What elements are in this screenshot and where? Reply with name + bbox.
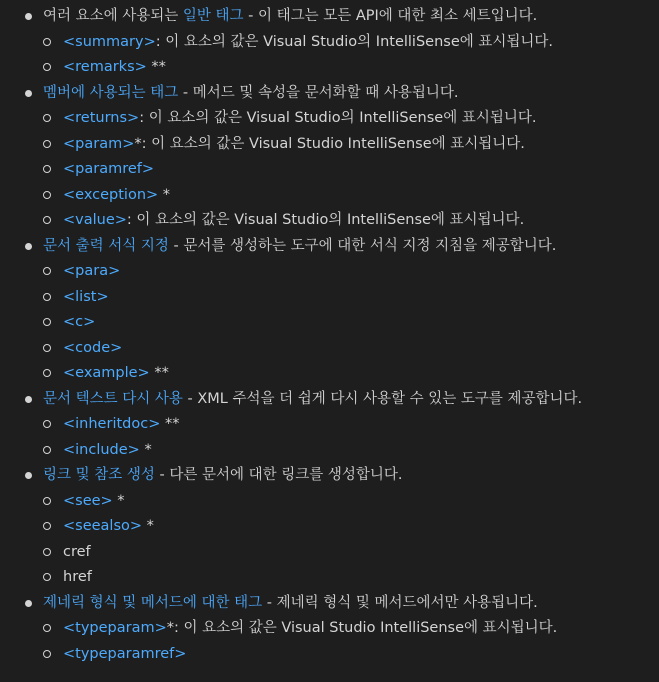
example-tag-link[interactable]: <example> [63, 365, 150, 381]
returns-tag-link[interactable]: <returns> [63, 110, 140, 126]
summary-tag-link[interactable]: <summary> [63, 33, 156, 50]
tag-note: * [112, 492, 125, 509]
tag-list [43, 616, 659, 667]
section-reuse [0, 387, 659, 464]
tag-note: ** [160, 416, 180, 432]
value-tag-link[interactable]: <value> [63, 212, 127, 228]
section-member-tags [0, 81, 659, 234]
cref-text: cref [63, 543, 91, 560]
inheritdoc-tag-link[interactable]: <inheritdoc> [63, 416, 161, 432]
section-links [0, 463, 659, 591]
seealso-tag-link[interactable]: <seealso> [63, 518, 143, 534]
tag-note: *: 이 요소의 값은 Visual Studio IntelliSense에 표시됩니다. [134, 135, 525, 152]
section-generics [0, 591, 659, 668]
section-general-tags [0, 4, 659, 81]
section-description: - 다른 문서에 대한 링크를 생성합니다. [154, 467, 403, 483]
list-item [43, 336, 659, 362]
list-tag-link[interactable]: <list> [63, 288, 109, 305]
tag-note: * [139, 441, 152, 458]
list-item [43, 412, 659, 438]
tag-list [43, 412, 659, 463]
section-description: - 이 태그는 모든 API에 대한 최소 세트입니다. [243, 8, 538, 24]
remarks-tag-link[interactable]: <remarks> [63, 59, 147, 75]
list-item [43, 642, 659, 668]
tag-list [43, 489, 659, 591]
tag-note: : 이 요소의 값은 Visual Studio의 IntelliSense에 표시됩니다. [139, 110, 537, 126]
tag-note: ** [149, 365, 169, 381]
section-description: - XML 주석을 더 쉽게 다시 사용할 수 있는 도구를 제공합니다. [182, 390, 583, 407]
section-prefix: 여러 요소에 사용되는 [43, 8, 183, 24]
tag-list [43, 30, 659, 81]
list-item [43, 183, 659, 209]
list-item [43, 55, 659, 81]
tag-note: : 이 요소의 값은 Visual Studio의 IntelliSense에 표시됩니다. [126, 212, 525, 228]
formatting-link[interactable]: 문서 출력 서식 지정 [43, 237, 169, 254]
include-tag-link[interactable]: <include> [63, 441, 140, 458]
c-tag-link[interactable]: <c> [63, 314, 96, 330]
tag-list [43, 259, 659, 387]
list-item [43, 540, 659, 566]
list-item [43, 30, 659, 56]
list-item [43, 514, 659, 540]
links-link[interactable]: 링크 및 참조 생성 [43, 467, 155, 483]
section-description: - 제네릭 형식 및 메서드에서만 사용됩니다. [262, 594, 538, 611]
href-text: href [63, 569, 92, 585]
tag-note: : 이 요소의 값은 Visual Studio의 IntelliSense에 표시됩니다. [155, 33, 554, 50]
general-tags-link[interactable]: 일반 태그 [182, 8, 244, 24]
list-item [43, 285, 659, 311]
section-list [0, 4, 659, 667]
list-item [43, 259, 659, 285]
xml-doc-tag-list [0, 4, 659, 667]
tag-note: ** [146, 59, 166, 75]
list-item [43, 616, 659, 642]
list-item [43, 310, 659, 336]
section-description: - 문서를 생성하는 도구에 대한 서식 지정 지침을 제공합니다. [168, 237, 557, 254]
code-tag-link[interactable]: <code> [63, 339, 123, 356]
list-item [43, 565, 659, 591]
reuse-link[interactable]: 문서 텍스트 다시 사용 [43, 390, 183, 407]
tag-note: * [158, 186, 171, 203]
generics-link[interactable]: 제네릭 형식 및 메서드에 대한 태그 [43, 594, 263, 611]
param-tag-link[interactable]: <param> [63, 135, 135, 152]
list-item [43, 438, 659, 464]
typeparamref-tag-link[interactable]: <typeparamref> [63, 645, 187, 662]
list-item [43, 361, 659, 387]
tag-note: * [142, 518, 154, 534]
list-item [43, 489, 659, 515]
section-formatting [0, 234, 659, 387]
list-item [43, 132, 659, 158]
tag-note: *: 이 요소의 값은 Visual Studio IntelliSense에 표시됩니다. [166, 620, 558, 636]
para-tag-link[interactable]: <para> [63, 263, 121, 279]
paramref-tag-link[interactable]: <paramref> [63, 161, 155, 177]
list-item [43, 208, 659, 234]
list-item [43, 106, 659, 132]
exception-tag-link[interactable]: <exception> [63, 186, 159, 203]
see-tag-link[interactable]: <see> [63, 492, 113, 509]
tag-list [43, 106, 659, 234]
member-tags-link[interactable]: 멤버에 사용되는 태그 [43, 84, 179, 101]
section-description: - 메서드 및 속성을 문서화할 때 사용됩니다. [178, 84, 459, 101]
list-item [43, 157, 659, 183]
typeparam-tag-link[interactable]: <typeparam> [63, 620, 167, 636]
